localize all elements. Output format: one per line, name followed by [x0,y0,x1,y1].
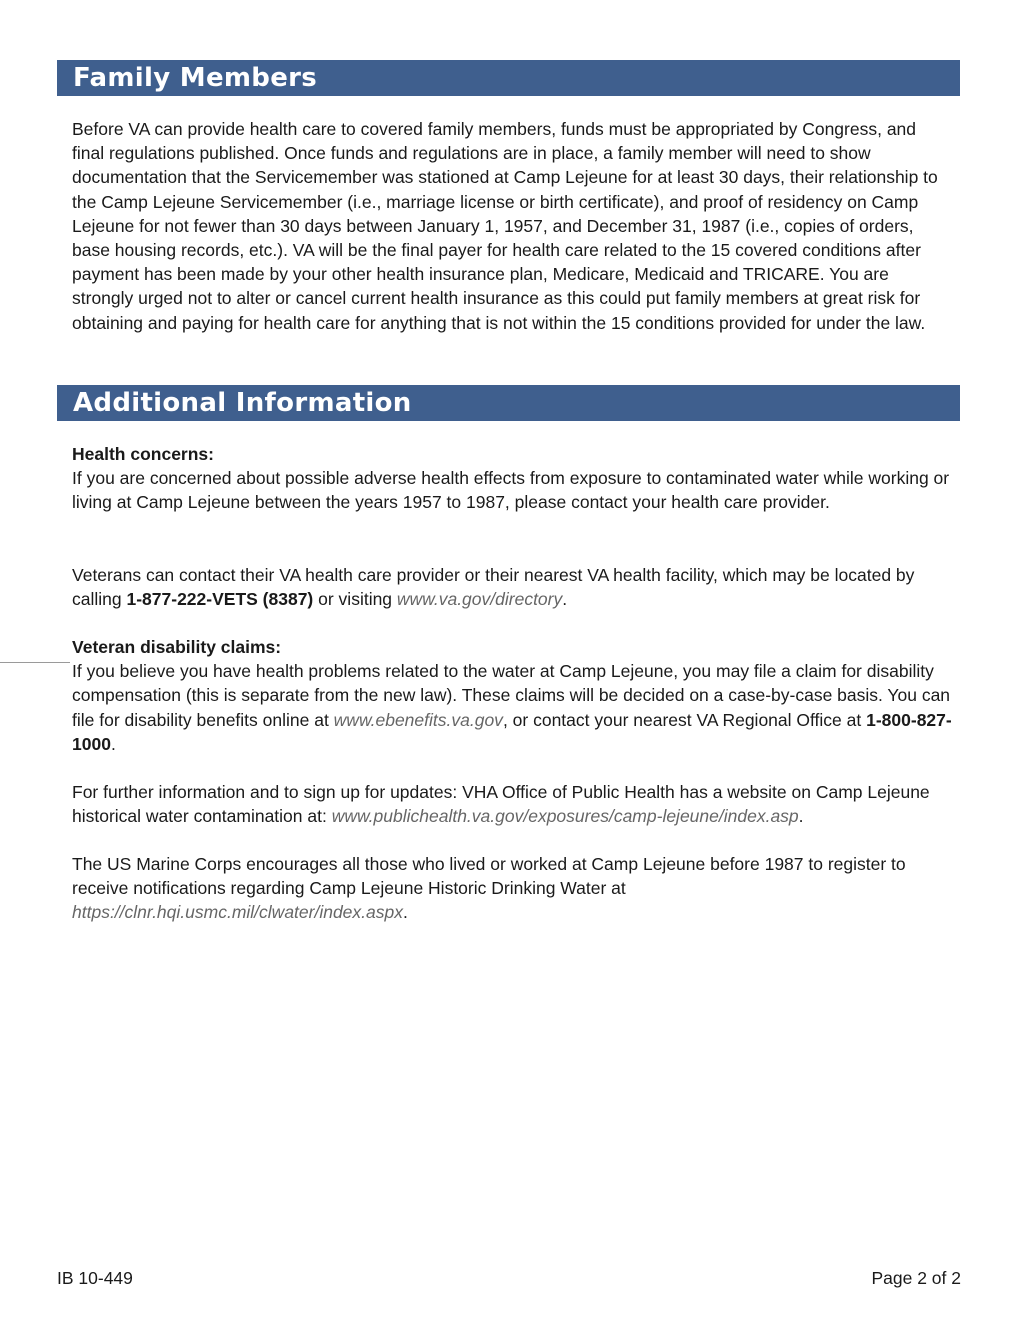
marine-corps-text [72,852,952,925]
health-concerns-text: If you are concerned about possible adverse health effects from exposure to contaminated water while working or living at Camp Lejeune between the years 1957 to 1987, please contact your health care provider. [72,468,950,513]
disability-claims-text-before: If you believe you have health problems related to the water at Camp Lejeune, you may file a claim for disability compensation (this is separate from the new law). These claims will be decided on a case-by-case basis. You can file for disability benefits online at [72,661,951,730]
veterans-contact-text-middle: or visiting [313,589,397,610]
footer-document-id: IB 10-449 [57,1268,133,1288]
public-health-link[interactable]: www.publichealth.va.gov/exposures/camp-lejeune/index.asp [331,806,799,827]
vets-phone-number: 1-877-222-VETS (8387) [126,589,314,610]
health-concerns-block [72,442,952,515]
scan-margin-mark [0,662,70,663]
family-members-section [72,117,952,335]
disability-claims-block [72,635,952,756]
disability-claims-title: Veteran disability claims: [72,637,282,657]
further-info-text-before: For further information and to sign up for updates: VHA Office of Public Health has a website on Camp Lejeune historical water contamination at: [72,782,930,827]
marine-corps-text-before: The US Marine Corps encourages all those who lived or worked at Camp Lejeune before 1987 to register to receive notifications regarding Camp Lejeune Historic Drinking Water at [72,854,906,899]
health-concerns-title: Health concerns: [72,444,214,464]
additional-information-heading: Additional Information [57,385,960,421]
veterans-contact-text [72,563,952,611]
further-info-text [72,780,952,828]
further-info-block [72,780,952,828]
family-members-heading: Family Members [57,60,960,96]
usmc-clwater-link[interactable]: https://clnr.hqi.usmc.mil/clwater/index.aspx [72,902,403,923]
family-members-body: Before VA can provide health care to covered family members, funds must be appropriated by Congress, and final regulations published. Once funds and regulations are in place, a family member will need to show documentation that the Servicemember was stationed at Camp Lejeune for at least 30 days, their relationship to the Camp Lejeune Servicemember (i.e., marriage license or birth certificate), and proof of residency on Camp Lejeune for not fewer than 30 days between January 1, 1957, and December 31, 1987 (i.e., copies of orders, base housing records, etc.). VA will be the final payer for health care related to the 15 covered conditions after payment has been made by your other health insurance plan, Medicare, Medicaid and TRICARE. You are strongly urged not to alter or cancel current health insurance as this could put family members at great risk for obtaining and paying for health care for anything that is not within the 15 conditions provided for under the law. [72,119,938,333]
marine-corps-block [72,852,952,925]
ebenefits-link[interactable]: www.ebenefits.va.gov [333,709,503,730]
regional-office-phone-number: 1-800-827-1000 [72,709,952,754]
further-info-text-after: . [798,806,804,827]
footer-page-number: Page 2 of 2 [871,1268,961,1288]
disability-claims-text-after: . [110,733,116,754]
veterans-contact-text-after: . [562,589,568,610]
veterans-contact-block [72,563,952,611]
marine-corps-text-after: . [403,902,408,923]
veterans-contact-text-before: Veterans can contact their VA health care provider or their nearest VA health facility, which may be located by calling [72,565,915,610]
va-directory-link[interactable]: www.va.gov/directory [396,589,563,610]
disability-claims-text-middle: , or contact your nearest VA Regional Office at [502,709,867,730]
disability-claims-text [72,659,952,756]
